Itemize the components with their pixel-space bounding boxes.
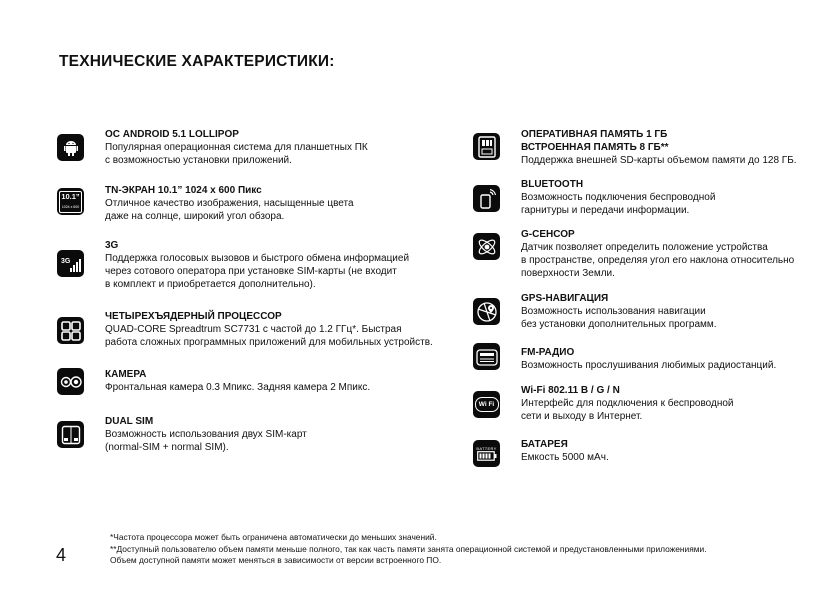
feature-title: ЧЕТЫРЕХЪЯДЕРНЫЙ ПРОЦЕССОР: [105, 311, 282, 322]
feature-title-2: ВСТРОЕННАЯ ПАМЯТЬ 8 ГБ**: [521, 142, 669, 153]
feature-desc: гарнитуры и передачи информации.: [521, 205, 690, 216]
feature-title: 3G: [105, 240, 119, 251]
wifi-label: Wi Fi: [475, 397, 499, 412]
feature-desc: Отличное качество изображения, насыщенные цвета: [105, 198, 354, 209]
feature-title: GPS-НАВИГАЦИЯ: [521, 293, 609, 304]
camera-icon: [57, 368, 84, 395]
footnote: *Частота процессора может быть ограничена автоматически до меньших значений.: [110, 532, 437, 542]
feature-desc: Поддержка внешней SD-карты объемом памяти до 128 ГБ.: [521, 155, 797, 166]
feature-desc: сети и выходу в Интернет.: [521, 411, 643, 422]
feature-title: ОС ANDROID 5.1 LOLLIPOP: [105, 129, 239, 140]
screen-icon: [57, 188, 84, 215]
bluetooth-icon: [473, 185, 500, 212]
feature-desc: работа сложных программных приложений для мобильных устройств.: [105, 337, 433, 348]
feature-desc: в комплект и приобретается дополнительно).: [105, 279, 316, 290]
page-number: 4: [56, 545, 67, 565]
3g-label: 3G: [60, 257, 70, 265]
feature-desc: Возможность использования навигации: [521, 306, 706, 317]
feature-title: БАТАРЕЯ: [521, 439, 568, 450]
feature-desc: в пространстве, определяя угол его наклона относительно: [521, 255, 795, 266]
footnote: Объем доступной памяти может меняться в зависимости от версии встроенного ПО.: [110, 555, 442, 565]
radio-icon: [473, 343, 500, 370]
feature-desc: даже на солнце, широкий угол обзора.: [105, 211, 285, 222]
feature-title: КАМЕРА: [105, 369, 147, 380]
g-sensor-icon: [473, 233, 500, 260]
page-title: ТЕХНИЧЕСКИЕ ХАРАКТЕРИСТИКИ:: [59, 53, 335, 70]
feature-desc: без установки дополнительных программ.: [521, 319, 717, 330]
feature-desc: Датчик позволяет определить положение устройства: [521, 242, 768, 253]
gps-icon: [473, 298, 500, 325]
feature-desc: QUAD-CORE Spreadtrum SC7731 с частой до 1.2 ГГц*. Быстрая: [105, 324, 402, 335]
feature-title: ОПЕРАТИВНАЯ ПАМЯТЬ 1 ГБ: [521, 129, 668, 140]
feature-title: BLUETOOTH: [521, 179, 584, 190]
feature-desc: (normal-SIM + normal SIM).: [105, 442, 229, 453]
screen-size-label: 10.1”: [61, 191, 80, 201]
feature-desc: Возможность использования двух SIM-карт: [105, 429, 307, 440]
feature-desc: Популярная операционная система для планшетных ПК: [105, 142, 368, 153]
battery-label: BATTERY: [476, 446, 497, 451]
screen-resolution-label: 1024 x 600: [61, 204, 80, 209]
battery-icon: [473, 440, 500, 467]
feature-title: TN-ЭКРАН 10.1” 1024 x 600 Пикс: [105, 185, 262, 196]
android-icon: [57, 134, 84, 161]
feature-desc: Поддержка голосовых вызовов и быстрого обмена информацией: [105, 253, 410, 264]
feature-desc: с возможностью установки приложений.: [105, 155, 292, 166]
footnote: **Доступный пользователю объем памяти меньше полного, так как часть памяти занята операционной системой и предустановленными приложениями.: [110, 543, 707, 554]
3g-signal-icon: [57, 250, 84, 277]
footnotes: [110, 532, 707, 567]
feature-title: FM-РАДИО: [521, 347, 575, 358]
feature-title: Wi-Fi 802.11 B / G / N: [521, 385, 620, 396]
memory-icon: [473, 133, 500, 160]
feature-desc: Возможность подключения беспроводной: [521, 192, 716, 203]
feature-desc: Возможность прослушивания любимых радиостанций.: [521, 360, 777, 371]
feature-desc: Емкость 5000 мАч.: [521, 452, 609, 463]
wifi-icon: [473, 391, 500, 418]
feature-title: DUAL SIM: [105, 416, 154, 427]
processor-icon: [57, 317, 84, 344]
feature-desc: Интерфейс для подключения к беспроводной: [521, 398, 734, 409]
feature-desc: поверхности Земли.: [521, 268, 615, 279]
feature-title: G-СЕНСОР: [521, 229, 575, 240]
feature-desc: через сотового оператора при установке SIM-карты (не входит: [105, 266, 397, 277]
dual-sim-icon: [57, 421, 84, 448]
feature-desc: Фронтальная камера 0.3 Мпикс. Задняя камера 2 Мпикс.: [105, 382, 371, 393]
